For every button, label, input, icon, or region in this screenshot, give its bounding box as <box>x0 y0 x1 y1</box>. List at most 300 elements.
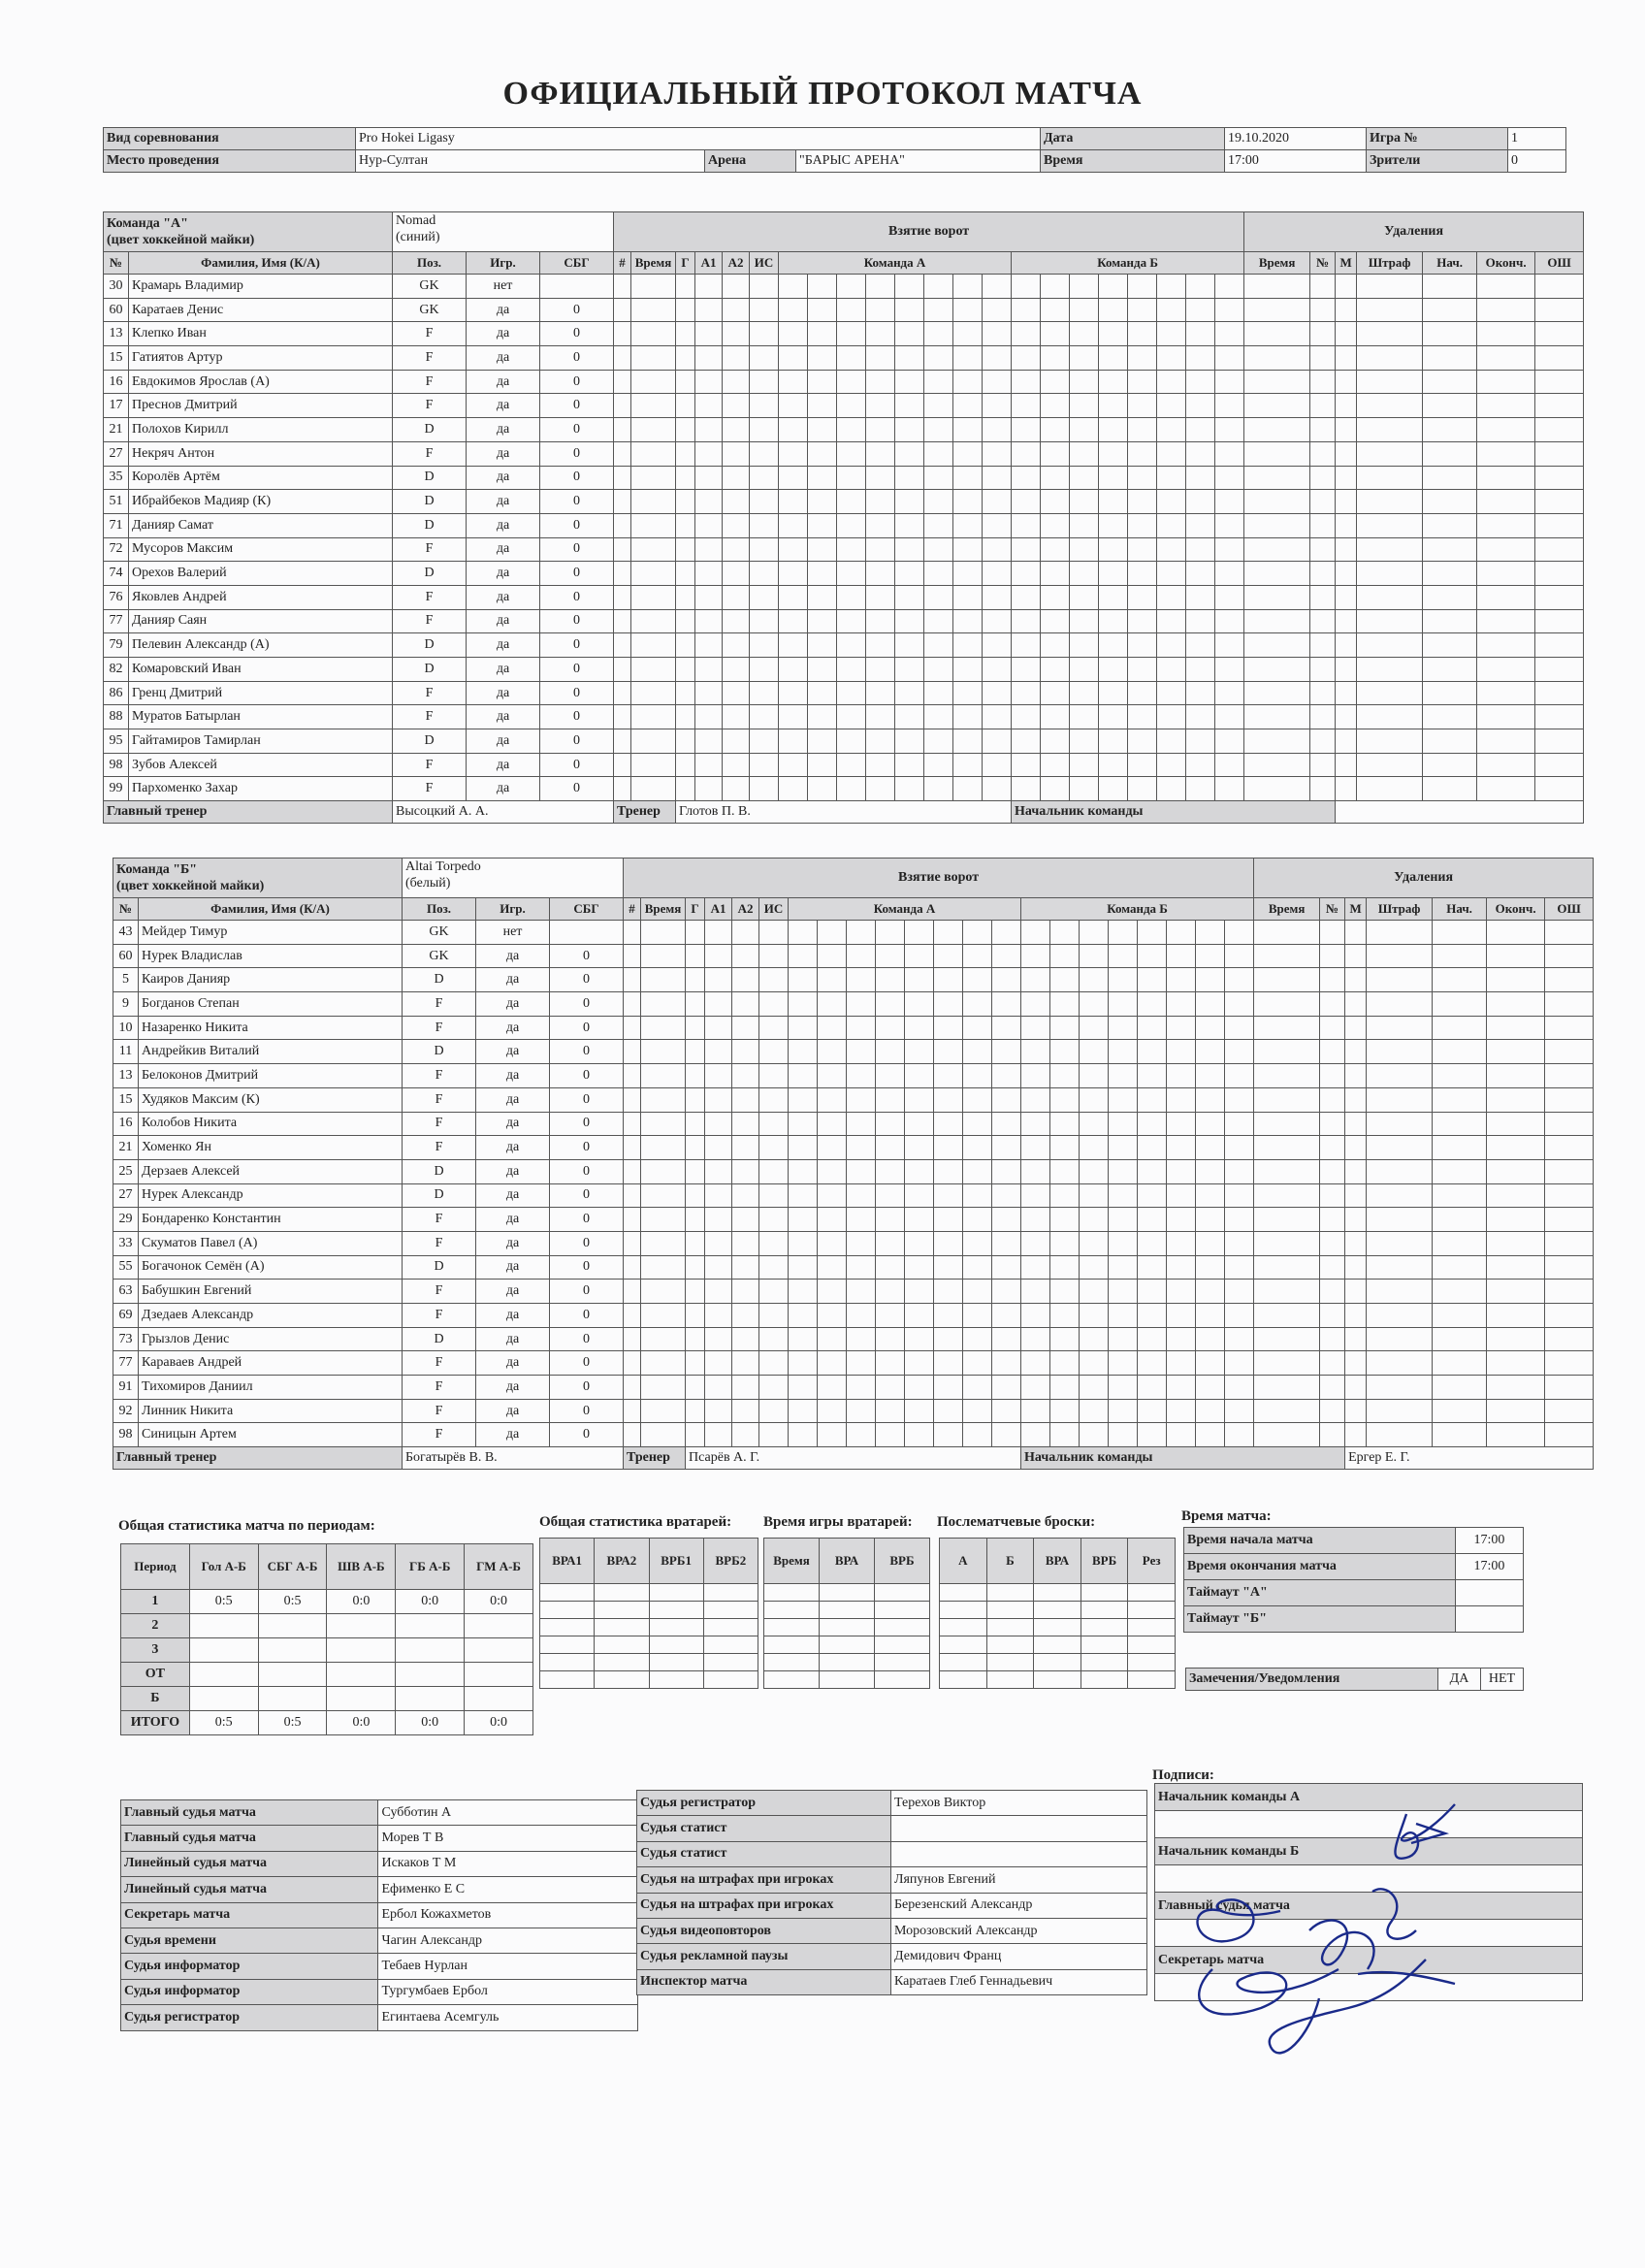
empty-cell[interactable] <box>1128 441 1157 466</box>
empty-cell[interactable] <box>895 490 924 514</box>
empty-cell[interactable] <box>818 1112 847 1136</box>
empty-cell[interactable] <box>641 1231 686 1255</box>
empty-cell[interactable] <box>963 1183 992 1208</box>
empty-cell[interactable] <box>1138 1327 1167 1351</box>
empty-cell[interactable] <box>1070 513 1099 537</box>
empty-cell[interactable] <box>1099 346 1128 371</box>
empty-cell[interactable] <box>1244 275 1310 299</box>
empty-cell[interactable] <box>818 1040 847 1064</box>
empty-cell[interactable] <box>1225 921 1254 945</box>
empty-cell[interactable] <box>1196 1159 1225 1183</box>
empty-cell[interactable] <box>1041 585 1070 609</box>
empty-cell[interactable] <box>614 275 631 299</box>
empty-cell[interactable] <box>905 1255 934 1280</box>
empty-cell[interactable] <box>1535 705 1584 729</box>
empty-cell[interactable] <box>1041 537 1070 562</box>
empty-cell[interactable] <box>1487 992 1545 1017</box>
empty-cell[interactable] <box>1215 394 1244 418</box>
empty-cell[interactable] <box>759 1040 789 1064</box>
empty-cell[interactable] <box>808 681 837 705</box>
empty-cell[interactable] <box>732 921 759 945</box>
empty-cell[interactable] <box>732 1159 759 1183</box>
empty-cell[interactable] <box>759 1136 789 1160</box>
empty-cell[interactable] <box>1345 1112 1367 1136</box>
empty-cell[interactable] <box>1041 370 1070 394</box>
empty-cell[interactable] <box>1345 1159 1367 1183</box>
empty-cell[interactable] <box>1128 562 1157 586</box>
empty-cell[interactable] <box>631 490 676 514</box>
empty-cell[interactable] <box>963 944 992 968</box>
empty-cell[interactable] <box>924 441 953 466</box>
empty-cell[interactable] <box>895 298 924 322</box>
empty-cell[interactable] <box>1080 1087 1109 1112</box>
empty-cell[interactable] <box>631 562 676 586</box>
empty-cell[interactable] <box>963 1255 992 1280</box>
empty-cell[interactable] <box>1215 633 1244 658</box>
empty-cell[interactable] <box>1545 1087 1594 1112</box>
empty-cell[interactable] <box>818 968 847 992</box>
empty-cell[interactable] <box>1012 490 1041 514</box>
empty-cell[interactable] <box>866 537 895 562</box>
empty-cell[interactable] <box>1196 1351 1225 1376</box>
empty-cell[interactable] <box>1244 777 1310 801</box>
empty-cell[interactable] <box>1070 633 1099 658</box>
empty-cell[interactable] <box>631 298 676 322</box>
empty-cell[interactable] <box>1070 585 1099 609</box>
empty-cell[interactable] <box>750 275 779 299</box>
empty-cell[interactable] <box>1215 466 1244 490</box>
empty-cell[interactable] <box>1357 370 1423 394</box>
empty-cell[interactable] <box>895 394 924 418</box>
empty-cell[interactable] <box>1487 1327 1545 1351</box>
empty-cell[interactable] <box>847 1423 876 1447</box>
empty-cell[interactable] <box>614 466 631 490</box>
empty-cell[interactable] <box>1128 322 1157 346</box>
empty-cell[interactable] <box>779 322 808 346</box>
empty-cell[interactable] <box>1128 298 1157 322</box>
empty-cell[interactable] <box>1225 992 1254 1017</box>
empty-cell[interactable] <box>924 705 953 729</box>
empty-cell[interactable] <box>595 1671 649 1689</box>
empty-cell[interactable] <box>1535 441 1584 466</box>
empty-cell[interactable] <box>676 705 695 729</box>
empty-cell[interactable] <box>759 1280 789 1304</box>
empty-cell[interactable] <box>1186 753 1215 777</box>
empty-cell[interactable] <box>953 513 983 537</box>
empty-cell[interactable] <box>808 322 837 346</box>
empty-cell[interactable] <box>1138 1112 1167 1136</box>
empty-cell[interactable] <box>624 1231 641 1255</box>
empty-cell[interactable] <box>1357 513 1423 537</box>
empty-cell[interactable] <box>934 1376 963 1400</box>
empty-cell[interactable] <box>905 1304 934 1328</box>
empty-cell[interactable] <box>695 562 723 586</box>
empty-cell[interactable] <box>1244 298 1310 322</box>
empty-cell[interactable] <box>1225 1255 1254 1280</box>
empty-cell[interactable] <box>847 992 876 1017</box>
empty-cell[interactable] <box>750 441 779 466</box>
empty-cell[interactable] <box>1080 1112 1109 1136</box>
empty-cell[interactable] <box>905 1183 934 1208</box>
empty-cell[interactable] <box>992 1064 1021 1088</box>
empty-cell[interactable] <box>992 1208 1021 1232</box>
empty-cell[interactable] <box>1186 609 1215 633</box>
empty-cell[interactable] <box>723 490 750 514</box>
empty-cell[interactable] <box>614 346 631 371</box>
empty-cell[interactable] <box>1254 968 1320 992</box>
empty-cell[interactable] <box>953 585 983 609</box>
empty-cell[interactable] <box>866 658 895 682</box>
empty-cell[interactable] <box>1433 1087 1487 1112</box>
empty-cell[interactable] <box>992 1327 1021 1351</box>
empty-cell[interactable] <box>1487 1183 1545 1208</box>
empty-cell[interactable] <box>1336 537 1357 562</box>
empty-cell[interactable] <box>1128 275 1157 299</box>
empty-cell[interactable] <box>1021 1016 1050 1040</box>
empty-cell[interactable] <box>759 1423 789 1447</box>
empty-cell[interactable] <box>1545 1231 1594 1255</box>
empty-cell[interactable] <box>1099 370 1128 394</box>
empty-cell[interactable] <box>1433 1040 1487 1064</box>
empty-cell[interactable] <box>1157 394 1186 418</box>
empty-cell[interactable] <box>818 1208 847 1232</box>
empty-cell[interactable] <box>641 1351 686 1376</box>
empty-cell[interactable] <box>1225 1231 1254 1255</box>
empty-cell[interactable] <box>808 418 837 442</box>
empty-cell[interactable] <box>866 633 895 658</box>
empty-cell[interactable] <box>1545 1064 1594 1088</box>
empty-cell[interactable] <box>686 1423 705 1447</box>
empty-cell[interactable] <box>992 1136 1021 1160</box>
empty-cell[interactable] <box>953 441 983 466</box>
empty-cell[interactable] <box>983 633 1012 658</box>
empty-cell[interactable] <box>540 1619 595 1636</box>
empty-cell[interactable] <box>1357 777 1423 801</box>
empty-cell[interactable] <box>940 1671 987 1689</box>
empty-cell[interactable] <box>1186 585 1215 609</box>
empty-cell[interactable] <box>614 562 631 586</box>
empty-cell[interactable] <box>1345 1040 1367 1064</box>
empty-cell[interactable] <box>705 1423 732 1447</box>
empty-cell[interactable] <box>1050 1208 1080 1232</box>
empty-cell[interactable] <box>1080 1351 1109 1376</box>
empty-cell[interactable] <box>1545 1183 1594 1208</box>
empty-cell[interactable] <box>1050 1231 1080 1255</box>
empty-cell[interactable] <box>1157 418 1186 442</box>
empty-cell[interactable] <box>750 418 779 442</box>
empty-cell[interactable] <box>705 1159 732 1183</box>
empty-cell[interactable] <box>1080 1280 1109 1304</box>
empty-cell[interactable] <box>732 968 759 992</box>
empty-cell[interactable] <box>866 753 895 777</box>
empty-cell[interactable] <box>866 490 895 514</box>
empty-cell[interactable] <box>624 1399 641 1423</box>
empty-cell[interactable] <box>705 1183 732 1208</box>
empty-cell[interactable] <box>866 441 895 466</box>
empty-cell[interactable] <box>1128 1636 1176 1654</box>
empty-cell[interactable] <box>953 562 983 586</box>
empty-cell[interactable] <box>1050 1255 1080 1280</box>
empty-cell[interactable] <box>649 1654 703 1671</box>
empty-cell[interactable] <box>1157 705 1186 729</box>
empty-cell[interactable] <box>705 1376 732 1400</box>
empty-cell[interactable] <box>1050 1159 1080 1183</box>
empty-cell[interactable] <box>940 1654 987 1671</box>
empty-cell[interactable] <box>1080 1255 1109 1280</box>
empty-cell[interactable] <box>1477 322 1535 346</box>
empty-cell[interactable] <box>641 1327 686 1351</box>
empty-cell[interactable] <box>983 441 1012 466</box>
empty-cell[interactable] <box>1050 1016 1080 1040</box>
empty-cell[interactable] <box>1336 658 1357 682</box>
empty-cell[interactable] <box>1487 1136 1545 1160</box>
empty-cell[interactable] <box>1012 609 1041 633</box>
empty-cell[interactable] <box>750 658 779 682</box>
empty-cell[interactable] <box>1336 370 1357 394</box>
empty-cell[interactable] <box>631 441 676 466</box>
empty-cell[interactable] <box>1215 729 1244 754</box>
empty-cell[interactable] <box>676 658 695 682</box>
empty-cell[interactable] <box>750 298 779 322</box>
empty-cell[interactable] <box>1196 1112 1225 1136</box>
empty-cell[interactable] <box>1310 490 1336 514</box>
empty-cell[interactable] <box>1254 1087 1320 1112</box>
empty-cell[interactable] <box>837 275 866 299</box>
empty-cell[interactable] <box>1138 944 1167 968</box>
empty-cell[interactable] <box>895 322 924 346</box>
empty-cell[interactable] <box>1357 681 1423 705</box>
empty-cell[interactable] <box>1254 1255 1320 1280</box>
empty-cell[interactable] <box>1128 346 1157 371</box>
empty-cell[interactable] <box>595 1619 649 1636</box>
empty-cell[interactable] <box>705 1304 732 1328</box>
empty-cell[interactable] <box>1167 1087 1196 1112</box>
empty-cell[interactable] <box>759 1399 789 1423</box>
empty-cell[interactable] <box>1367 1136 1433 1160</box>
empty-cell[interactable] <box>540 1602 595 1619</box>
empty-cell[interactable] <box>934 1423 963 1447</box>
empty-cell[interactable] <box>1423 418 1477 442</box>
empty-cell[interactable] <box>750 466 779 490</box>
empty-cell[interactable] <box>705 968 732 992</box>
empty-cell[interactable] <box>686 1280 705 1304</box>
empty-cell[interactable] <box>641 1399 686 1423</box>
empty-cell[interactable] <box>732 1255 759 1280</box>
empty-cell[interactable] <box>1128 658 1157 682</box>
empty-cell[interactable] <box>847 1159 876 1183</box>
empty-cell[interactable] <box>750 585 779 609</box>
empty-cell[interactable] <box>983 609 1012 633</box>
empty-cell[interactable] <box>1254 1016 1320 1040</box>
empty-cell[interactable] <box>732 1231 759 1255</box>
empty-cell[interactable] <box>1157 729 1186 754</box>
empty-cell[interactable] <box>750 370 779 394</box>
empty-cell[interactable] <box>934 1208 963 1232</box>
empty-cell[interactable] <box>641 1040 686 1064</box>
empty-cell[interactable] <box>905 1280 934 1304</box>
empty-cell[interactable] <box>1109 944 1138 968</box>
empty-cell[interactable] <box>983 777 1012 801</box>
empty-cell[interactable] <box>789 1351 818 1376</box>
empty-cell[interactable] <box>789 1423 818 1447</box>
empty-cell[interactable] <box>934 921 963 945</box>
empty-cell[interactable] <box>1336 418 1357 442</box>
empty-cell[interactable] <box>1138 1136 1167 1160</box>
empty-cell[interactable] <box>1477 609 1535 633</box>
empty-cell[interactable] <box>1021 1231 1050 1255</box>
empty-cell[interactable] <box>847 1208 876 1232</box>
empty-cell[interactable] <box>1070 466 1099 490</box>
empty-cell[interactable] <box>1070 729 1099 754</box>
empty-cell[interactable] <box>1310 394 1336 418</box>
empty-cell[interactable] <box>1310 681 1336 705</box>
empty-cell[interactable] <box>1487 1112 1545 1136</box>
empty-cell[interactable] <box>695 466 723 490</box>
empty-cell[interactable] <box>1196 1376 1225 1400</box>
empty-cell[interactable] <box>1244 322 1310 346</box>
empty-cell[interactable] <box>808 633 837 658</box>
empty-cell[interactable] <box>1138 1304 1167 1328</box>
empty-cell[interactable] <box>847 1255 876 1280</box>
empty-cell[interactable] <box>779 275 808 299</box>
empty-cell[interactable] <box>695 585 723 609</box>
empty-cell[interactable] <box>1433 1255 1487 1280</box>
empty-cell[interactable] <box>953 537 983 562</box>
empty-cell[interactable] <box>676 346 695 371</box>
empty-cell[interactable] <box>1196 968 1225 992</box>
empty-cell[interactable] <box>1535 275 1584 299</box>
empty-cell[interactable] <box>1433 921 1487 945</box>
empty-cell[interactable] <box>732 1304 759 1328</box>
empty-cell[interactable] <box>750 513 779 537</box>
empty-cell[interactable] <box>686 1136 705 1160</box>
empty-cell[interactable] <box>631 609 676 633</box>
empty-cell[interactable] <box>924 275 953 299</box>
empty-cell[interactable] <box>953 275 983 299</box>
empty-cell[interactable] <box>614 513 631 537</box>
empty-cell[interactable] <box>1535 418 1584 442</box>
empty-cell[interactable] <box>1050 992 1080 1017</box>
empty-cell[interactable] <box>1138 1280 1167 1304</box>
empty-cell[interactable] <box>1186 370 1215 394</box>
empty-cell[interactable] <box>1138 1376 1167 1400</box>
empty-cell[interactable] <box>895 418 924 442</box>
empty-cell[interactable] <box>875 1619 930 1636</box>
empty-cell[interactable] <box>789 992 818 1017</box>
empty-cell[interactable] <box>1080 1423 1109 1447</box>
empty-cell[interactable] <box>1012 585 1041 609</box>
empty-cell[interactable] <box>924 753 953 777</box>
empty-cell[interactable] <box>1310 777 1336 801</box>
empty-cell[interactable] <box>876 1327 905 1351</box>
empty-cell[interactable] <box>1099 753 1128 777</box>
empty-cell[interactable] <box>940 1584 987 1602</box>
empty-cell[interactable] <box>1320 1208 1345 1232</box>
empty-cell[interactable] <box>1109 1376 1138 1400</box>
empty-cell[interactable] <box>963 1327 992 1351</box>
empty-cell[interactable] <box>614 658 631 682</box>
empty-cell[interactable] <box>1345 1183 1367 1208</box>
empty-cell[interactable] <box>1225 968 1254 992</box>
empty-cell[interactable] <box>1099 705 1128 729</box>
empty-cell[interactable] <box>924 513 953 537</box>
empty-cell[interactable] <box>723 394 750 418</box>
empty-cell[interactable] <box>1021 1399 1050 1423</box>
empty-cell[interactable] <box>1345 1208 1367 1232</box>
empty-cell[interactable] <box>1128 633 1157 658</box>
empty-cell[interactable] <box>866 562 895 586</box>
empty-cell[interactable] <box>1545 1351 1594 1376</box>
empty-cell[interactable] <box>905 1159 934 1183</box>
empty-cell[interactable] <box>676 394 695 418</box>
empty-cell[interactable] <box>1433 1112 1487 1136</box>
empty-cell[interactable] <box>624 1376 641 1400</box>
empty-cell[interactable] <box>1167 1280 1196 1304</box>
empty-cell[interactable] <box>1320 1231 1345 1255</box>
empty-cell[interactable] <box>1535 346 1584 371</box>
empty-cell[interactable] <box>818 921 847 945</box>
empty-cell[interactable] <box>1367 1087 1433 1112</box>
empty-cell[interactable] <box>1099 681 1128 705</box>
empty-cell[interactable] <box>905 1112 934 1136</box>
empty-cell[interactable] <box>1109 1040 1138 1064</box>
empty-cell[interactable] <box>1186 418 1215 442</box>
empty-cell[interactable] <box>1423 729 1477 754</box>
empty-cell[interactable] <box>1423 585 1477 609</box>
empty-cell[interactable] <box>808 346 837 371</box>
empty-cell[interactable] <box>779 537 808 562</box>
empty-cell[interactable] <box>1433 1399 1487 1423</box>
empty-cell[interactable] <box>779 585 808 609</box>
empty-cell[interactable] <box>847 1112 876 1136</box>
empty-cell[interactable] <box>1109 1231 1138 1255</box>
empty-cell[interactable] <box>641 1112 686 1136</box>
empty-cell[interactable] <box>1021 1255 1050 1280</box>
empty-cell[interactable] <box>1433 1064 1487 1088</box>
empty-cell[interactable] <box>895 585 924 609</box>
empty-cell[interactable] <box>1477 466 1535 490</box>
empty-cell[interactable] <box>1080 1208 1109 1232</box>
empty-cell[interactable] <box>540 1584 595 1602</box>
empty-cell[interactable] <box>1080 1183 1109 1208</box>
empty-cell[interactable] <box>1215 705 1244 729</box>
empty-cell[interactable] <box>614 322 631 346</box>
empty-cell[interactable] <box>1225 1399 1254 1423</box>
empty-cell[interactable] <box>1225 1159 1254 1183</box>
empty-cell[interactable] <box>1345 1351 1367 1376</box>
empty-cell[interactable] <box>750 681 779 705</box>
empty-cell[interactable] <box>818 1183 847 1208</box>
empty-cell[interactable] <box>1012 370 1041 394</box>
empty-cell[interactable] <box>895 513 924 537</box>
empty-cell[interactable] <box>905 1423 934 1447</box>
empty-cell[interactable] <box>1109 921 1138 945</box>
empty-cell[interactable] <box>847 1280 876 1304</box>
empty-cell[interactable] <box>1357 418 1423 442</box>
empty-cell[interactable] <box>866 418 895 442</box>
empty-cell[interactable] <box>1021 1183 1050 1208</box>
empty-cell[interactable] <box>1099 275 1128 299</box>
empty-cell[interactable] <box>1157 466 1186 490</box>
empty-cell[interactable] <box>1477 275 1535 299</box>
empty-cell[interactable] <box>764 1584 820 1602</box>
empty-cell[interactable] <box>992 1376 1021 1400</box>
empty-cell[interactable] <box>1012 753 1041 777</box>
empty-cell[interactable] <box>1099 394 1128 418</box>
empty-cell[interactable] <box>1050 1376 1080 1400</box>
empty-cell[interactable] <box>641 921 686 945</box>
empty-cell[interactable] <box>723 466 750 490</box>
